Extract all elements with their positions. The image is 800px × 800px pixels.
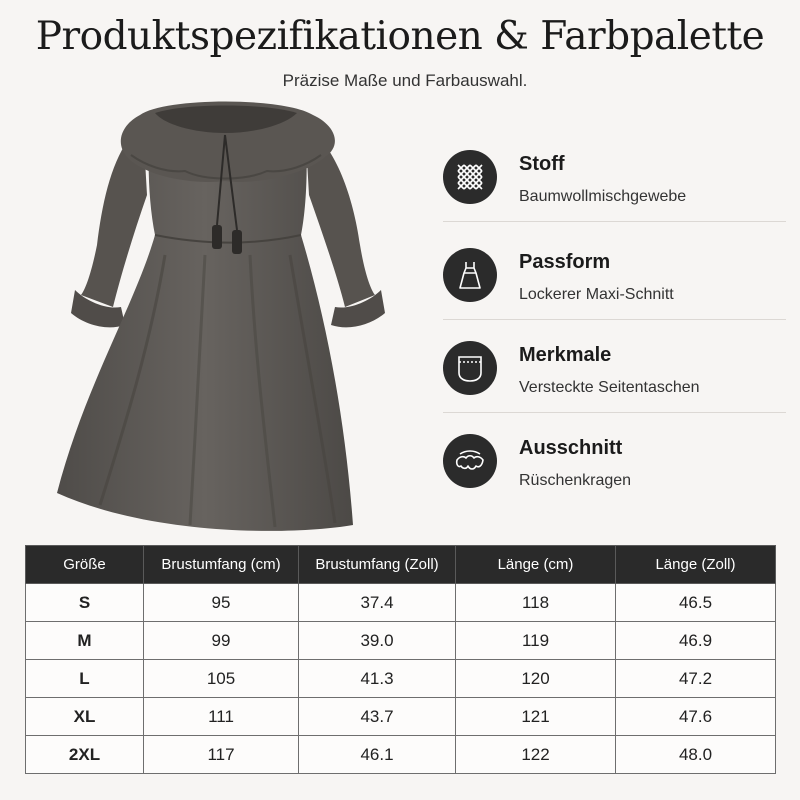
- divider: [443, 221, 786, 222]
- size-cell: M: [26, 622, 144, 660]
- table-cell: 43.7: [299, 698, 456, 736]
- spec-row-features: [443, 320, 786, 413]
- spec-value: Baumwollmischgewebe: [519, 188, 687, 205]
- column-header-size: Größe: [26, 546, 144, 584]
- size-table: [25, 545, 776, 774]
- pocket-icon: [443, 341, 497, 395]
- table-cell: 105: [144, 660, 299, 698]
- table-cell: 46.1: [299, 736, 456, 774]
- table-cell: 120: [456, 660, 616, 698]
- spec-value: Rüschenkragen: [519, 472, 632, 489]
- table-cell: 117: [144, 736, 299, 774]
- table-header-row: [26, 546, 776, 584]
- table-row: [26, 622, 776, 660]
- table-row: [26, 698, 776, 736]
- spec-value: Lockerer Maxi-Schnitt: [519, 286, 674, 303]
- column-header-chest-cm: Brustumfang (cm): [144, 546, 299, 584]
- table-cell: 95: [144, 584, 299, 622]
- spec-label: Passform: [519, 251, 611, 273]
- table-cell: 99: [144, 622, 299, 660]
- table-cell: 46.5: [616, 584, 776, 622]
- dress-product-image: [55, 85, 385, 535]
- table-cell: 48.0: [616, 736, 776, 774]
- fabric-weave-icon: [443, 150, 497, 204]
- table-row: [26, 584, 776, 622]
- table-cell: 119: [456, 622, 616, 660]
- spec-label: Stoff: [519, 153, 565, 175]
- table-cell: 121: [456, 698, 616, 736]
- spec-row-neckline: [443, 413, 786, 506]
- spec-value: Versteckte Seitentaschen: [519, 379, 700, 396]
- table-cell: 39.0: [299, 622, 456, 660]
- table-cell: 46.9: [616, 622, 776, 660]
- dress-silhouette-icon: [443, 248, 497, 302]
- column-header-length-inch: Länge (Zoll): [616, 546, 776, 584]
- column-header-length-cm: Länge (cm): [456, 546, 616, 584]
- table-cell: 41.3: [299, 660, 456, 698]
- table-cell: 47.6: [616, 698, 776, 736]
- page-subtitle: Präzise Maße und Farbauswahl.: [282, 71, 528, 90]
- table-row: [26, 660, 776, 698]
- table-cell: 111: [144, 698, 299, 736]
- table-cell: 47.2: [616, 660, 776, 698]
- table-cell: 122: [456, 736, 616, 774]
- size-cell: 2XL: [26, 736, 144, 774]
- table-row: [26, 736, 776, 774]
- page-title: Produktspezifikationen & Farbpalette: [35, 14, 765, 59]
- column-header-chest-inch: Brustumfang (Zoll): [299, 546, 456, 584]
- table-cell: 37.4: [299, 584, 456, 622]
- spec-label: Ausschnitt: [519, 437, 623, 459]
- ruffle-collar-icon: [443, 434, 497, 488]
- spec-label: Merkmale: [519, 344, 612, 366]
- spec-row-fit: [443, 227, 786, 320]
- size-cell: XL: [26, 698, 144, 736]
- size-cell: S: [26, 584, 144, 622]
- table-cell: 118: [456, 584, 616, 622]
- spec-row-fabric: [443, 129, 786, 222]
- size-cell: L: [26, 660, 144, 698]
